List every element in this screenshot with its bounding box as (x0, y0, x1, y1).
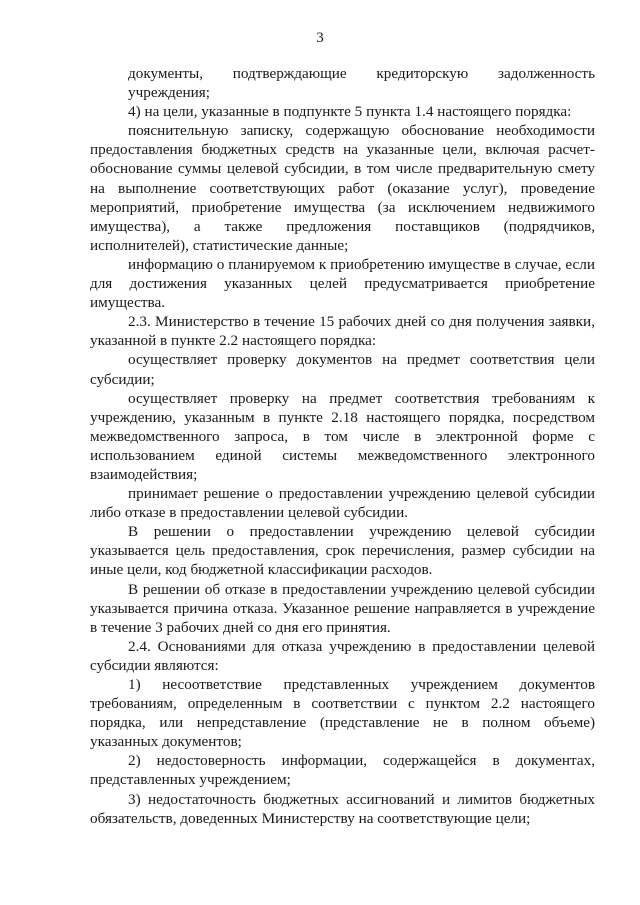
page-number: 3 (316, 30, 324, 46)
paragraph-check-documents: осуществляет проверку документов на предмет соответствия цели субсидии; (90, 351, 595, 388)
paragraph-creditor-documents: документы, подтверждающие кредиторскую задолженность учреждения; (128, 65, 595, 102)
document-body (90, 64, 595, 828)
paragraph-decision-refusal: В решении об отказе в предоставлении учреждению целевой субсидии указывается причина отказа. Указанное решение направляется в учреждение в течение 3 рабочих дней со дня его принятия. (90, 580, 595, 636)
paragraph-refusal-ground-1: 1) несоответствие представленных учреждением документов требованиям, определенным в соответствии с пунктом 2.2 настоящего порядка, или непредставление (представление не в полном объеме) указанных документов; (90, 676, 595, 751)
paragraph-refusal-ground-3: 3) недостаточность бюджетных ассигнований и лимитов бюджетных обязательств, доведенных Министерству на соответствующие цели; (90, 790, 595, 827)
paragraph-property-info: информацию о планируемом к приобретению имуществе в случае, если для достижения указанных целей предусматривается приобретение имущества. (90, 255, 595, 312)
paragraph-decision: принимает решение о предоставлении учреждению целевой субсидии либо отказе в предоставлении целевой субсидии. (90, 485, 595, 522)
paragraph-decision-grant: В решении о предоставлении учреждению целевой субсидии указывается цель предоставления, срок перечисления, размер субсидии на иные цели, код бюджетной классификации расходов. (90, 523, 595, 579)
paragraph-item-4: 4) на цели, указанные в подпункте 5 пункта 1.4 настоящего порядка: (128, 103, 572, 121)
paragraph-2-4: 2.4. Основаниями для отказа учреждению в предоставлении целевой субсидии являются: (90, 637, 595, 674)
paragraph-check-requirements: осуществляет проверку на предмет соответствия требованиям к учреждению, указанным в пункте 2.18 настоящего порядка, посредством межведомственного запроса, в том числе в электронной форме с использованием единой системы межведомственного электронного взаимодействия; (90, 389, 595, 483)
paragraph-explanatory-note: пояснительную записку, содержащую обоснование необходимости предоставления бюджетных средств на указанные цели, включая расчет-обоснование суммы целевой субсидии, в том числе предварительную смету на выполнение соответствующих работ (оказание услуг), проведение мероприятий, приобретение имущества (за исключением недвижимого имущества), а также предложения поставщиков (подрядчиков, исполнителей), статистические данные; (90, 122, 595, 254)
paragraph-2-3: 2.3. Министерство в течение 15 рабочих дней со дня получения заявки, указанной в пункте 2.2 настоящего порядка: (90, 313, 595, 350)
paragraph-refusal-ground-2: 2) недостоверность информации, содержащейся в документах, представленных учреждением; (90, 752, 595, 789)
